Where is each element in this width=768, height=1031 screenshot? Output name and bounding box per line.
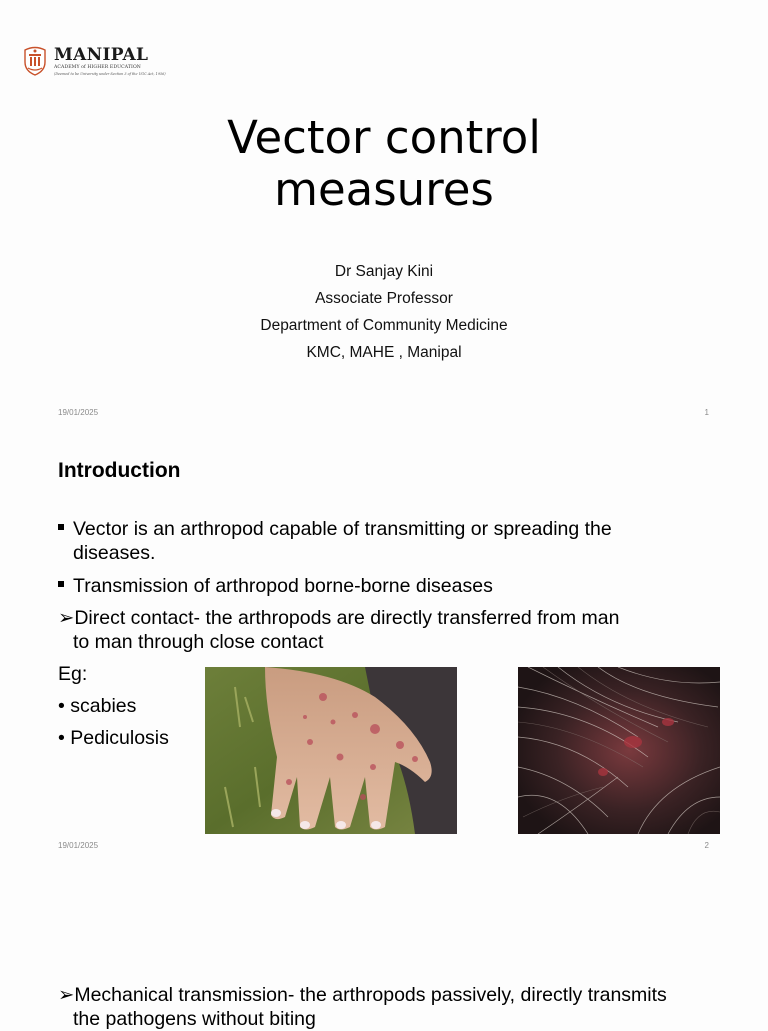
arrow-bullet-icon: ➢ [58, 984, 75, 1006]
scabies-hand-photo [205, 667, 457, 834]
slide-title [150, 112, 618, 216]
bullet-continuation: to man through close contact [73, 631, 324, 653]
footer-date: 19/01/2025 [58, 841, 99, 850]
bullet-text: Transmission of arthropod borne-borne diseases [73, 575, 493, 597]
footer-date: 19/01/2025 [58, 408, 99, 417]
arrow-bullet-icon: ➢ [58, 607, 75, 629]
square-bullet-icon [58, 581, 64, 587]
example-item [58, 694, 198, 718]
manipal-logo [20, 40, 166, 84]
page-number: 2 [704, 841, 709, 850]
introduction-slide [0, 433, 768, 865]
title-line-2: measures [274, 163, 494, 216]
example-text: scabies [70, 695, 137, 717]
bullet-text: Direct contact- the arthropods are directly transferred from man [74, 607, 620, 629]
presenter-info [150, 258, 618, 366]
arrow-bullet-item [58, 606, 698, 654]
presenter-name: Dr Sanjay Kini [334, 263, 434, 280]
bullet-continuation: diseases. [73, 542, 156, 564]
bullet-item [58, 517, 698, 565]
dot-bullet-icon: • [58, 727, 65, 749]
bullet-item [58, 574, 698, 598]
example-text: Pediculosis [70, 727, 169, 749]
square-bullet-icon [58, 524, 64, 530]
logo-name: MANIPAL [54, 45, 149, 65]
manipal-seal-icon [22, 46, 48, 76]
page-number: 1 [704, 408, 709, 417]
logo-subtitle: ACADEMY of HIGHER EDUCATION [54, 65, 141, 70]
example-label: Eg: [58, 663, 88, 685]
presenter-department: Department of Community Medicine [260, 317, 508, 334]
bullet-continuation: the pathogens without biting [73, 1008, 316, 1030]
mechanical-transmission-slide [0, 866, 768, 1030]
bullet-text: Vector is an arthropod capable of transmitting or spreading the [73, 518, 612, 540]
title-slide [0, 0, 768, 432]
example-item [58, 726, 198, 750]
pediculosis-scalp-photo [518, 667, 720, 834]
dot-bullet-icon: • [58, 695, 65, 717]
presenter-institution: KMC, MAHE , Manipal [306, 344, 462, 361]
bullet-text: Mechanical transmission- the arthropods passively, directly transmits [74, 984, 667, 1006]
slide-heading: Introduction [58, 459, 181, 482]
title-line-1: Vector control [227, 111, 541, 164]
logo-deemed-text: (Deemed to be University under Section 3 of the UGC Act, 1956) [54, 72, 166, 76]
presenter-position: Associate Professor [315, 290, 453, 307]
